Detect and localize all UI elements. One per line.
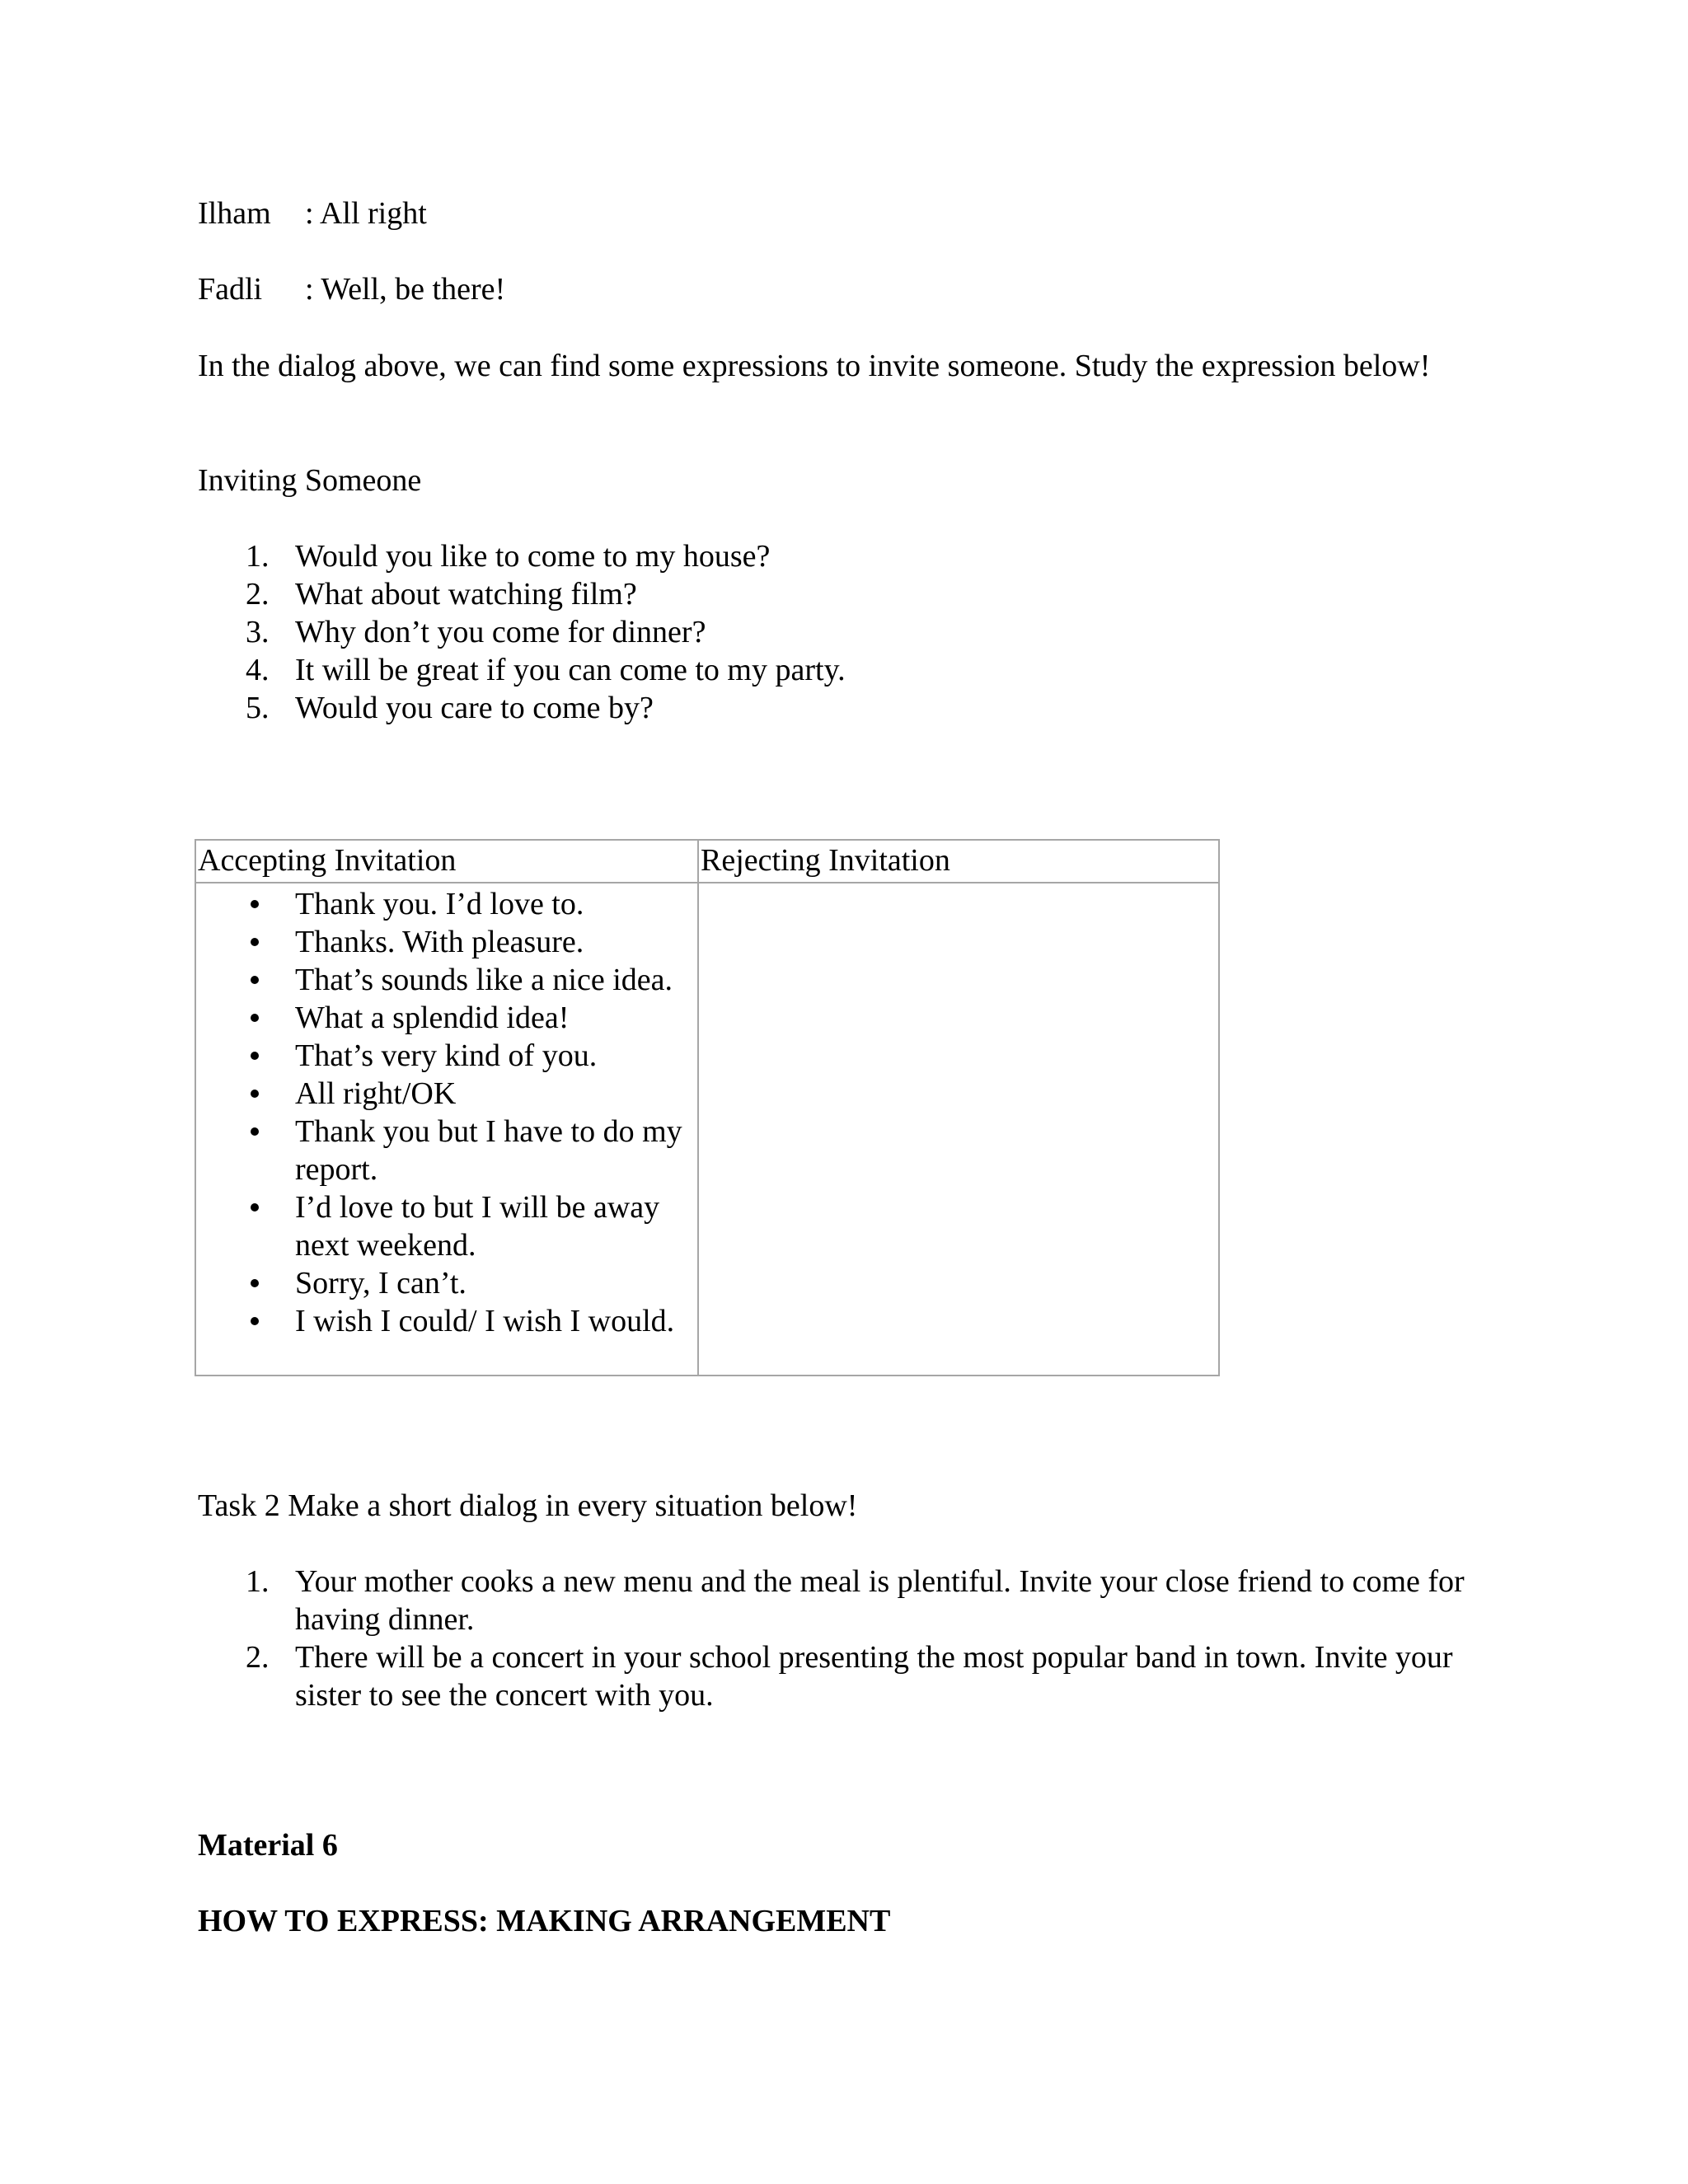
- list-item: [196, 1037, 691, 1075]
- item-text: Thank you. I’d love to.: [295, 887, 584, 921]
- bullet-icon: [251, 1203, 259, 1212]
- list-item: [196, 1302, 691, 1340]
- item-text: That’s very kind of you.: [295, 1038, 598, 1073]
- item-text: What a splendid idea!: [295, 1001, 570, 1035]
- dialog-line-fadli: [198, 270, 505, 308]
- inviting-heading: Inviting Someone: [198, 463, 422, 498]
- item-number: 1.: [246, 539, 270, 574]
- list-item: [198, 575, 1484, 613]
- list-item: [198, 689, 1484, 727]
- table-column-divider: [697, 841, 699, 1375]
- bullet-icon: [251, 1014, 259, 1022]
- item-text: Would you like to come to my house?: [295, 539, 771, 574]
- item-text: That’s sounds like a nice idea.: [295, 963, 673, 997]
- item-number: 2.: [246, 1640, 270, 1675]
- list-item: [196, 885, 691, 923]
- dialog-text: : Well, be there!: [305, 272, 506, 307]
- bullet-icon: [251, 1279, 259, 1287]
- task2-list: [198, 1563, 1484, 1714]
- item-text: Thank you but I have to do my report.: [295, 1114, 682, 1187]
- item-text: I’d love to but I will be away next weekend.: [295, 1190, 660, 1263]
- list-item: [196, 1075, 691, 1113]
- item-number: 2.: [246, 577, 270, 612]
- list-item: [196, 961, 691, 999]
- bullet-icon: [251, 1317, 259, 1325]
- item-number: 4.: [246, 653, 270, 687]
- material-title: Material 6: [198, 1828, 338, 1863]
- speaker-name: Fadli: [198, 272, 263, 307]
- inviting-list: [198, 537, 1484, 727]
- item-text: It will be great if you can come to my party.: [295, 653, 846, 687]
- list-item: [196, 1113, 691, 1188]
- bullet-icon: [251, 1052, 259, 1060]
- task2-heading: Task 2 Make a short dialog in every situation below!: [198, 1488, 858, 1523]
- list-item: [198, 613, 1484, 651]
- list-item: [196, 1264, 691, 1302]
- list-item: [198, 537, 1484, 575]
- bullet-icon: [251, 976, 259, 984]
- list-item: [196, 999, 691, 1037]
- item-text: Thanks. With pleasure.: [295, 925, 584, 959]
- table-header-divider: [196, 882, 1218, 883]
- table-header-rejecting: Rejecting Invitation: [701, 843, 950, 878]
- item-text: I wish I could/ I wish I would.: [295, 1304, 675, 1338]
- bullet-icon: [251, 1127, 259, 1136]
- bullet-icon: [251, 938, 259, 946]
- item-text: All right/OK: [295, 1076, 457, 1111]
- item-text: Why don’t you come for dinner?: [295, 615, 706, 649]
- list-item: [198, 651, 1484, 689]
- item-number: 1.: [246, 1564, 270, 1599]
- list-item: [198, 1638, 1484, 1714]
- item-number: 5.: [246, 691, 270, 725]
- item-number: 3.: [246, 615, 270, 649]
- item-text: What about watching film?: [295, 577, 637, 612]
- bullet-icon: [251, 1090, 259, 1098]
- intro-paragraph: In the dialog above, we can find some expressions to invite someone. Study the expression below!: [198, 349, 1431, 383]
- item-text: Your mother cooks a new menu and the meal is plentiful. Invite your close friend to come for having dinner.: [295, 1564, 1465, 1637]
- item-text: There will be a concert in your school presenting the most popular band in town. Invite your sister to see the concert with you.: [295, 1640, 1453, 1713]
- speaker-name: Ilham: [198, 196, 271, 231]
- list-item: [198, 1563, 1484, 1638]
- material-subtitle: HOW TO EXPRESS: MAKING ARRANGEMENT: [198, 1904, 891, 1938]
- accepting-list: [196, 885, 691, 1340]
- list-item: [196, 1188, 691, 1264]
- dialog-text: : All right: [305, 196, 427, 231]
- item-text: Sorry, I can’t.: [295, 1266, 467, 1301]
- dialog-line-ilham: [198, 194, 427, 232]
- list-item: [196, 923, 691, 961]
- table-header-accepting: Accepting Invitation: [198, 843, 457, 878]
- bullet-icon: [251, 900, 259, 908]
- invitation-table: [195, 839, 1220, 1376]
- item-text: Would you care to come by?: [295, 691, 654, 725]
